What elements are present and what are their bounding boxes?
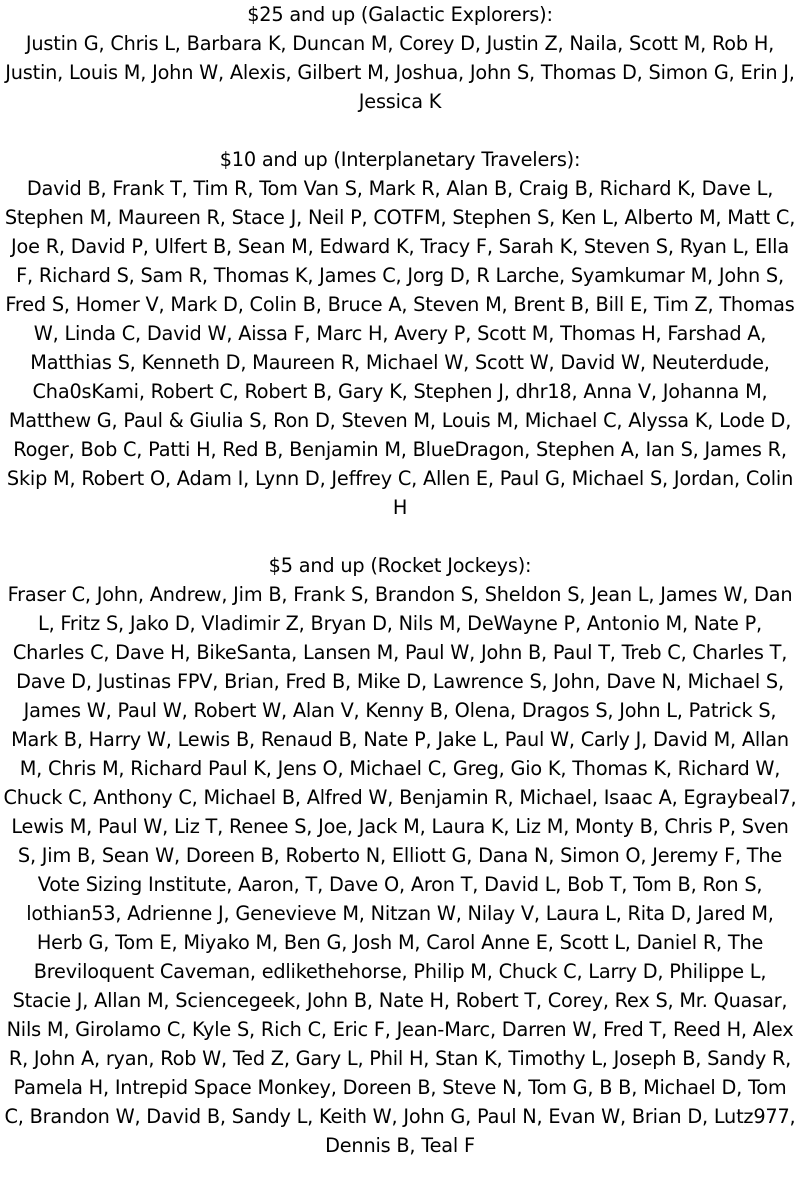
tier-names: David B, Frank T, Tim R, Tom Van S, Mark R, Alan B, Craig B, Richard K, Dave L, Stephen M, Maureen R, Stace J, Neil P, COTFM, Stephen S, Ken L, Alberto M, Matt C, Joe R, David P, Ulfert B, Sean M, Edward K, Tracy F, Sarah K, Steven S, Ryan L, Ella F, Richard S, Sam R, Thomas K, James C, Jorg D, R Larche, Syamkumar M, John S, Fred S, Homer V, Mark D, Colin B, Bruce A, Steven M, Brent B, Bill E, Tim Z, Thomas W, Linda C, David W, Aissa F, Marc H, Avery P, Scott M, Thomas H, Farshad A, Matthias S, Kenneth D, Maureen R, Michael W, Scott W, David W, Neuterdude, Cha0sKami, Robert C, Robert B, Gary K, Stephen J, dhr18, Anna V, Johanna M, Matthew G, Paul & Giulia S, Ron D, Steven M, Louis M, Michael C, Alyssa K, Lode D, Roger, Bob C, Patti H, Red B, Benjamin M, BlueDragon, Stephen A, Ian S, James R, Skip M, Robert O, Adam I, Lynn D, Jeffrey C, Allen E, Paul G, Michael S, Jordan, Colin H	[4, 177, 796, 519]
tier-names: Justin G, Chris L, Barbara K, Duncan M, Corey D, Justin Z, Naila, Scott M, Rob H, Justin, Louis M, John W, Alexis, Gilbert M, Joshua, John S, Thomas D, Simon G, Erin J, Jessica K	[5, 32, 795, 113]
tier-galactic-explorers	[2, 0, 798, 116]
tier-names: Fraser C, John, Andrew, Jim B, Frank S, Brandon S, Sheldon S, Jean L, James W, Dan L, Fritz S, Jako D, Vladimir Z, Bryan D, Nils M, DeWayne P, Antonio M, Nate P, Charles C, Dave H, BikeSanta, Lansen M, Paul W, John B, Paul T, Treb C, Charles T, Dave D, Justinas FPV, Brian, Fred B, Mike D, Lawrence S, John, Dave N, Michael S, James W, Paul W, Robert W, Alan V, Kenny B, Olena, Dragos S, John L, Patrick S, Mark B, Harry W, Lewis B, Renaud B, Nate P, Jake L, Paul W, Carly J, David M, Allan M, Chris M, Richard Paul K, Jens O, Michael C, Greg, Gio K, Thomas K, Richard W, Chuck C, Anthony C, Michael B, Alfred W, Benjamin R, Michael, Isaac A, Egraybeal7, Lewis M, Paul W, Liz T, Renee S, Joe, Jack M, Laura K, Liz M, Monty B, Chris P, Sven S, Jim B, Sean W, Doreen B, Roberto N, Elliott G, Dana N, Simon O, Jeremy F, The Vote Sizing Institute, Aaron, T, Dave O, Aron T, David L, Bob T, Tom B, Ron S, lothian53, Adrienne J, Genevieve M, Nitzan W, Nilay V, Laura L, Rita D, Jared M, Herb G, Tom E, Miyako M, Ben G, Josh M, Carol Anne E, Scott L, Daniel R, The Breviloquent Caveman, edlikethehorse, Philip M, Chuck C, Larry D, Philippe L, Stacie J, Allan M, Sciencegeek, John B, Nate H, Robert T, Corey, Rex S, Mr. Quasar, Nils M, Girolamo C, Kyle S, Rich C, Eric F, Jean-Marc, Darren W, Fred T, Reed H, Alex R, John A, ryan, Rob W, Ted Z, Gary L, Phil H, Stan K, Timothy L, Joseph B, Sandy R, Pamela H, Intrepid Space Monkey, Doreen B, Steve N, Tom G, B B, Michael D, Tom C, Brandon W, David B, Sandy L, Keith W, John G, Paul N, Evan W, Brian D, Lutz977, Dennis B, Teal F	[3, 583, 797, 1157]
tier-heading: $5 and up (Rocket Jockeys):	[268, 554, 532, 577]
tier-interplanetary-travelers	[2, 145, 798, 522]
tier-heading: $10 and up (Interplanetary Travelers):	[219, 148, 581, 171]
tier-heading: $25 and up (Galactic Explorers):	[247, 3, 553, 26]
tier-rocket-jockeys	[2, 551, 798, 1160]
